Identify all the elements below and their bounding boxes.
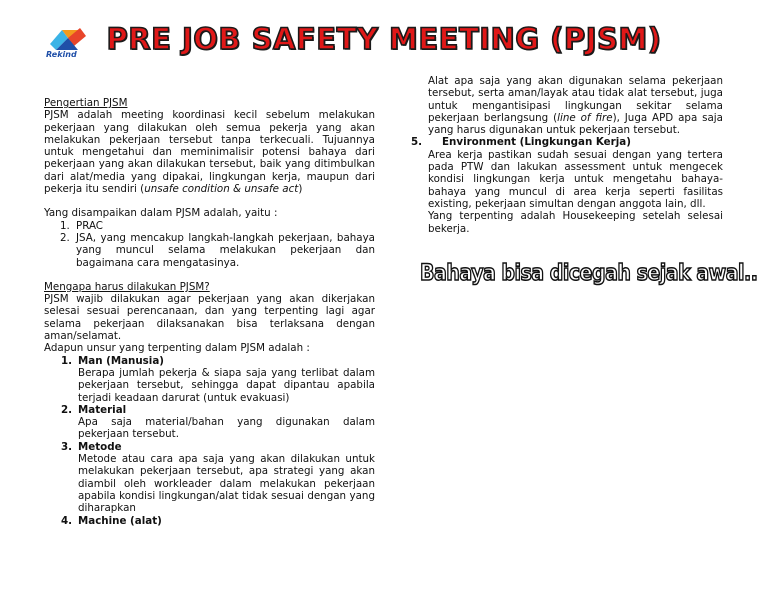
mengapa-heading: Mengapa harus dilakukan PJSM? bbox=[44, 280, 210, 293]
unsur-man: 1. Man (Manusia) Berapa jumlah pekerja & siapa saja yang terlibat dalam pekerjaan tersebut, sehingga dapat dipantau apabila terjadi keadaan darurat (untuk evakuasi) bbox=[61, 354, 375, 404]
right-column bbox=[411, 75, 723, 235]
list-item: 2. JSA, yang mencakup langkah-langkah pekerjaan, bahaya yang muncul selama melakukan pekerjaan dan bagaimana cara mengatasinya. bbox=[60, 231, 375, 269]
pengertian-paragraph: PJSM adalah meeting koordinasi kecil sebelum melakukan pekerjaan yang dilakukan oleh semua pekerja yang akan melakukan pekerjaan tersebut tanpa terkecuali. Tujuannya untuk mengetahui dan meminimalisir potensi bahaya dari pekerjaan yang akan dilakukan tersebut, baik yang ditimbulkan dari alat/media yang dipakai, lingkungan kerja, maupun dari pekerja itu sendiri (unsafe condition & unsafe act) bbox=[44, 109, 375, 196]
slogan-banner: Bahaya bisa dicegah sejak awal.. bbox=[420, 260, 758, 286]
logo-text: Rekind bbox=[46, 50, 77, 59]
unsur-machine: 4. Machine (alat) bbox=[61, 514, 162, 527]
unsur-metode: 3. Metode Metode atau cara apa saja yang akan dilakukan untuk melakukan pekerjaan tersebut, apa strategi yang akan diambil oleh workleader dalam melakukan pekerjaan apabila kondisi lingkungan/alat tidak sesuai dengan yang diharapkan bbox=[61, 440, 375, 515]
disampaikan-intro: Yang disampaikan dalam PJSM adalah, yaitu : bbox=[44, 207, 278, 220]
page-title: PRE JOB SAFETY MEETING (PJSM) bbox=[106, 22, 662, 56]
mengapa-paragraph: PJSM wajib dilakukan agar pekerjaan yang akan dikerjakan selesai sesuai perencanaan, dan yang terpenting lagi agar selama pekerjaan dilaksanakan bisa terlaksana dengan aman/selamat. bbox=[44, 293, 375, 343]
pengertian-heading: Pengertian PJSM bbox=[44, 97, 128, 109]
left-column bbox=[44, 97, 375, 527]
unsur-environment: 5. Environment (Lingkungan Kerja) Area kerja pastikan sudah sesuai dengan yang tertera pada PTW dan lakukan assessment untuk mengecek kondisi lingkungan kerja untuk mengetahu bahaya-bahaya yang muncul di area kerja seperti fasilitas existing, pekerjaan simultan dengan anggota lain, dll. Yang terpenting adalah Housekeeping setelah selesai bekerja. bbox=[411, 136, 723, 235]
unsur-intro: Adapun unsur yang terpenting dalam PJSM adalah : bbox=[44, 342, 310, 355]
machine-body: Alat apa saja yang akan digunakan selama pekerjaan tersebut, serta aman/layak atau tidak alat tersebut, juga untuk mengantisipasi lingkungan sekitar selama pekerjaan berlangsung (line of fire), Juga APD apa saja yang harus digunakan untuk pekerjaan tersebut. bbox=[428, 75, 723, 137]
unsur-material: 2. Material Apa saja material/bahan yang digunakan dalam pekerjaan tersebut. bbox=[61, 403, 375, 441]
list-item: 1. PRAC bbox=[60, 219, 103, 232]
disampaikan-list bbox=[44, 220, 375, 269]
